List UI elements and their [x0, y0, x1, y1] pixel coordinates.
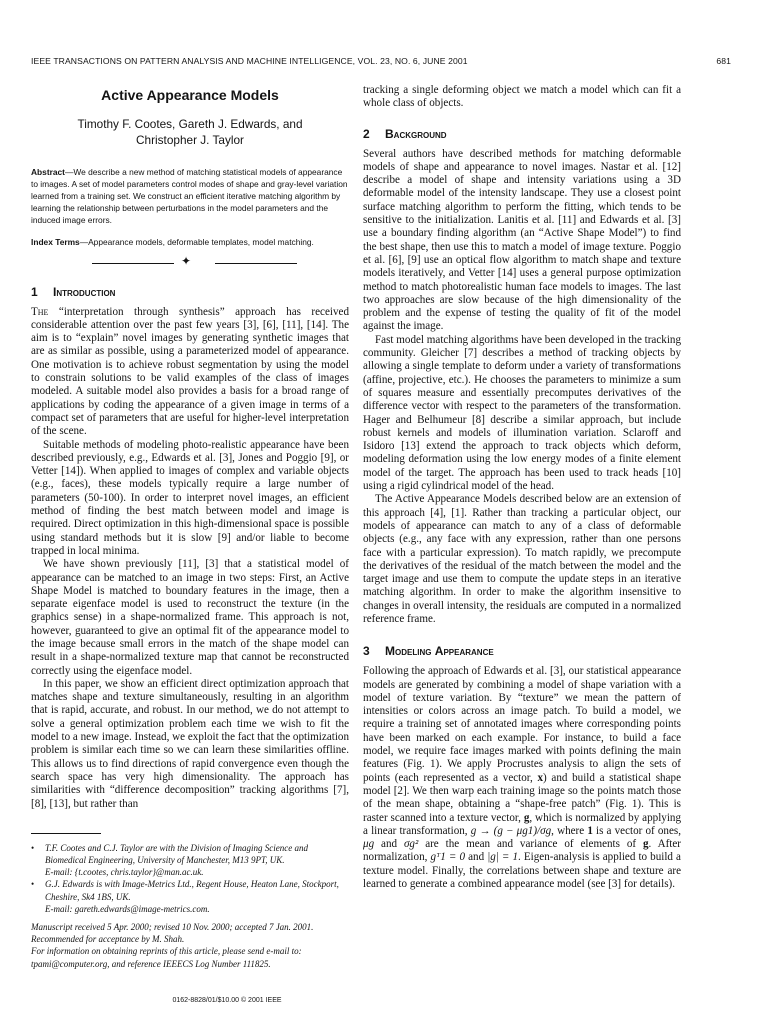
symbol-sigma: σg²	[403, 838, 419, 851]
vector-g: g	[642, 838, 649, 851]
divider-ornament-icon: ✦	[181, 253, 192, 268]
intro-smallcaps: he	[37, 305, 49, 318]
footnote-2-email: E-mail: gareth.edwards@image-metrics.com.	[45, 903, 210, 914]
copyright-text: 0162-8828/01/$10.00 © 2001 IEEE	[172, 997, 282, 1004]
running-header	[31, 56, 731, 66]
modeling-text-e: is a vector of ones,	[592, 824, 681, 837]
index-terms-label: Index Terms	[31, 237, 80, 248]
vector-one: 1	[587, 824, 593, 837]
intro-paragraph-4: In this paper, we show an efficient direct optimization approach that matches shape and texture simultaneously, resulting in an algorithm that is rapid, accurate, and robust. In our method, we do not attempt to solve a general optimization problem each time we wish to fit the model to a new image. Instead, we exploit the fact that the optimization problem is similar each time so we can learn these similarities offline. This allows us to find directions of rapid convergence even though the search space has very high dimensionality. The approach has similarities with “difference decomposition” tracking algorithms [7], [8], [13], but rather than	[31, 677, 349, 810]
index-terms	[31, 236, 349, 248]
section-heading-introduction	[31, 285, 349, 300]
equation-zero-mean: gᵀ1 = 0	[430, 851, 466, 864]
footnote-2	[31, 878, 349, 902]
page-number: 681	[716, 56, 731, 66]
intro-paragraph-2: Suitable methods of modeling photo-realistic appearance have been described previously, e.g., Edwards et al. [3], Jones and Poggio [9], or Vetter [14]). When applied to images of complex and variable objects (e.g., faces), these models typically require a large number of parameters (50-100). In order to interpret novel images, an efficient method of finding the best match between model and image is required. Direct optimization in this high-dimensional space is possible using standard methods but it is slow [9] and/or liable to become trapped in local minima.	[31, 438, 349, 557]
manuscript-reprints: For information on obtaining reprints of this article, please send e-mail to: tpami@computer.org, and reference IEEECS Log Number 111825.	[31, 946, 302, 969]
intro-dropcap: T	[31, 305, 38, 318]
heading-rest: odeling	[395, 644, 435, 659]
index-terms-text: —Appearance models, deformable templates, model matching.	[79, 237, 314, 248]
authors	[31, 116, 349, 148]
manuscript-received: Manuscript received 5 Apr. 2000; revised 10 Nov. 2000; accepted 7 Jan. 2001.	[31, 922, 314, 933]
section-number: 1	[31, 284, 38, 299]
section-number: 2	[363, 126, 370, 141]
modeling-text-a: Following the approach of Edwards et al. [3], our statistical appearance models are generated by combining a model of shape variation with a model of texture variation. By “texture” we mean the pattern of intensities or colors across an image patch. To build a model, we require a training set of annotated images where corresponding points have been marked on each example. For instance, to build a face model, we require face images marked with points defining the main features (Fig. 1). We apply Procrustes analysis to align the sets of points (each represented as a vector,	[363, 665, 681, 784]
heading-rest: ntroduction	[56, 284, 116, 299]
right-column	[363, 84, 681, 891]
heading-rest: ackground	[393, 126, 447, 141]
bullet-icon: •	[31, 879, 35, 890]
heading-rest-2: ppearance	[443, 644, 494, 659]
modeling-text-b: ) and build a statistical shape model [2]. We then warp each training image so the points match those of the mean shape, obtaining a “shape-free patch” (Fig. 1). This is raster scanned into a texture vector,	[363, 771, 681, 824]
equation-unit-norm: |g| = 1	[487, 851, 519, 864]
abstract-label: Abstract	[31, 167, 65, 177]
footnotes	[31, 842, 349, 915]
vector-g: g	[523, 811, 530, 824]
authors-line-1: Timothy F. Cootes, Gareth J. Edwards, and	[77, 117, 303, 131]
paper-title: Active Appearance Models	[101, 87, 279, 103]
modeling-text-h: . After normalization,	[363, 838, 681, 864]
manuscript-info	[31, 921, 349, 970]
intro-p1-text: “interpretation through synthesis” approach has received considerable attention over the past few years [3], [6], [11], [14]. The aim is to “explain” novel images by generating synthetic images that are as similar as possible, using a parameterized model of appearance. One motivation is to achieve robust segmentation by using the model to constrain solutions to be valid examples of the class of images modeled. A suitable model also provides a basis for a broad range of applications by coding the appearance of a given image in terms of a compact set of parameters that are useful for higher-level interpretation of the scene.	[31, 305, 349, 438]
intro-paragraph-3: We have shown previously [11], [3] that a statistical model of appearance can be matched to an image in two steps: First, an Active Shape Model is matched to boundary features in the image, then a separate eigenface model is used to reconstruct the texture (in the graphics sense) in a shape-normalized frame. This approach is not, however, guaranteed to give an optimal fit of the appearance model to the image because small errors in the match of the shape model can result in a shape-normalized texture map that cannot be reconstructed correctly using the eigenface model.	[31, 558, 349, 677]
bullet-icon: •	[31, 842, 35, 853]
divider-line-right	[215, 263, 297, 264]
footnote-1	[31, 842, 349, 866]
heading-initial: M	[385, 644, 395, 659]
modeling-text-f: and	[374, 838, 404, 851]
modeling-text-i: and	[465, 851, 488, 864]
section-divider	[31, 253, 349, 271]
continued-paragraph: tracking a single deforming object we match a model which can fit a whole class of objects.	[363, 84, 681, 110]
background-paragraph-2: Fast model matching algorithms have been developed in the tracking community. Gleicher [7] describes a method of tracking objects by allowing a single template to deform under a variety of transformations (affine, projective, etc.). He chooses the parameters to minimize a sum of squares measure and essentially precomputes derivatives of the difference vector with respect to the parameters of the transformation. Hager and Belhumeur [8] describe a similar approach, but include robust kernels and models of illumination variation. Sclaroff and Isidoro [13] extend the approach to track objects which deform, modeling deformation using the low energy modes of a finite element model of the target. The approach has been used to track heads [10] using a rigid cylindrical model of the head.	[363, 333, 681, 493]
modeling-paragraph-1	[363, 665, 681, 891]
footnote-rule	[31, 833, 101, 834]
heading-initial-2: A	[434, 644, 444, 659]
authors-line-2: Christopher J. Taylor	[136, 133, 244, 147]
section-number: 3	[363, 644, 370, 659]
equation-normalize: g → (g − μg1)/σg	[470, 824, 552, 837]
symbol-mu: μg	[363, 838, 375, 851]
section-heading-modeling	[363, 644, 681, 659]
divider-line-left	[92, 263, 174, 264]
background-paragraph-3: The Active Appearance Models described below are an extension of this approach [4], [1]. Rather than tracking a particular object, our models of appearance can match to any of a class of deformable objects (e.g., any face with any expression, rather than one persons face with a particular expression). To match rapidly, we precompute the derivatives of the residual of the match between the model and the target image and use them to compute the update steps in an iterative matching algorithm. In order to make the algorithm insensitive to changes in overall intensity, the residuals are computed in a normalized reference frame.	[363, 493, 681, 625]
footnote-1-email: E-mail: {t.cootes, chris.taylor}@man.ac.uk.	[45, 867, 204, 878]
section-heading-background	[363, 127, 681, 142]
vector-x: x	[537, 771, 544, 784]
copyright-line	[0, 997, 768, 1004]
modeling-text-g: are the mean and variance of elements of	[418, 838, 643, 851]
heading-initial: I	[53, 284, 57, 299]
modeling-text-c: , which is normalized by applying a linear transformation,	[363, 811, 681, 837]
background-paragraph-1: Several authors have described methods for matching deformable models of shape and appearance to novel images. Nastar et al. [12] describe a model of shape and intensity variations using a 3D deformable model of the intensity landscape. They use a closest point surface matching algorithm to perform the fitting, which tends to be sensitive to the initialization. Lanitis et al. [11] and Edwards et al. [3] use a boundary finding algorithm (an “Active Shape Model”) to find the best shape, then use this to match a model of image texture. Poggio et al. [6], [9] use an optical flow algorithm to match shape and texture models iteratively, and Vetter [14] uses a general purpose optimization method to match photorealistic human face models to images. The last two approaches are slow because of the high dimensionality of the problem and the expense of testing the quality of fit of the model against the image.	[363, 147, 681, 333]
intro-paragraph-1	[31, 306, 349, 439]
footnote-2-text: G.J. Edwards is with Image-Metrics Ltd., Regent House, Heaton Lane, Stockport, Cheshire, Sk4 1BS, UK.	[45, 879, 339, 902]
heading-initial: B	[385, 126, 394, 141]
manuscript-recommended: Recommended for acceptance by M. Shah.	[31, 934, 185, 945]
abstract	[31, 166, 349, 226]
modeling-text-d: , where	[551, 824, 588, 837]
journal-header: IEEE TRANSACTIONS ON PATTERN ANALYSIS AND MACHINE INTELLIGENCE, VOL. 23, NO. 6, JUNE 2001	[31, 56, 468, 66]
footnote-1-text: T.F. Cootes and C.J. Taylor are with the Division of Imaging Science and Biomedical Engineering, University of Manchester, M13 9PT, UK.	[45, 842, 308, 866]
left-column	[31, 84, 349, 970]
abstract-text: —We describe a new method of matching statistical models of appearance to images. A set of model parameters control modes of shape and gray-level variation learned from a training set. We construct an efficient iterative matching algorithm by learning the relationship between perturbations in the model parameters and the induced image errors.	[31, 167, 348, 226]
modeling-text-j: . Eigen-analysis is applied to build a texture model. Finally, the correlations between shape and texture are learned to generate a combined appearance model (see [3] for details).	[363, 851, 681, 891]
